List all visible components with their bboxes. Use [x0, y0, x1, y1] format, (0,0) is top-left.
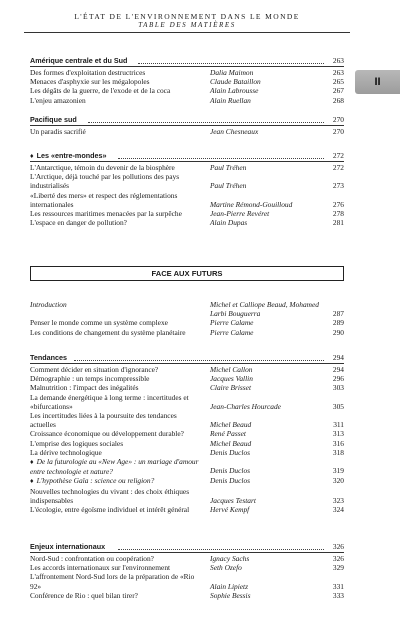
entry-title: L'enjeu amazonien [30, 95, 86, 105]
toc-entry[interactable] [30, 554, 344, 563]
toc-entry[interactable] [30, 218, 344, 227]
entry-author: Jacques Testart [210, 495, 256, 505]
entry-page: 267 [332, 86, 344, 96]
dot-leader [138, 63, 324, 64]
entry-title: L'espace en danger de pollution? [30, 218, 127, 228]
toc-entry[interactable] [30, 439, 344, 448]
entry-page: 323 [332, 495, 344, 505]
entry-author: Hervé Kempf [210, 505, 250, 515]
entry-page: 281 [332, 218, 344, 228]
entry-author: Jean-Pierre Revéret [210, 209, 270, 219]
entry-page: 311 [333, 420, 344, 430]
entry-page: 290 [332, 327, 344, 337]
toc-entry[interactable] [30, 457, 344, 476]
entry-title: Des formes d'exploitation destructrices [30, 68, 146, 77]
entry-title: L'Arctique, déjà touché par les pollutions des pays industrialisés [30, 172, 180, 191]
entry-page: 319 [332, 466, 344, 476]
entry-author: Jean-Charles Hourcade [210, 401, 281, 411]
toc-entry[interactable] [30, 86, 344, 95]
entry-author: Michel Callon [210, 365, 253, 374]
toc-entry[interactable] [30, 172, 344, 190]
entry-author: Claire Brisset [210, 383, 251, 393]
entry-page: 303 [332, 383, 344, 393]
entry-title: La demande énergétique à long terme : incertitudes et «bifurcations» [30, 392, 189, 411]
section-page: 294 [332, 353, 344, 362]
toc-entry[interactable] [30, 411, 344, 429]
entry-title: Croissance économique ou développement durable? [30, 429, 184, 439]
section-amerique [30, 56, 344, 105]
part-heading-box: FACE AUX FUTURS [30, 266, 344, 281]
entry-page: 320 [332, 476, 344, 486]
entry-author: Pierre Calame [210, 318, 254, 328]
section-heading [30, 56, 344, 66]
diamond-icon: ♦ [30, 152, 34, 160]
entry-author: Sophie Bessis [210, 590, 251, 600]
section-page: 272 [332, 151, 344, 160]
entry-author: Michel Beaud [210, 420, 252, 430]
section-title: Tendances [30, 353, 68, 362]
running-subtitle: TABLE DES MATIÈRES [138, 21, 236, 29]
entry-page: 294 [332, 365, 344, 374]
toc-entry[interactable] [30, 563, 344, 572]
toc-entry[interactable] [30, 487, 344, 505]
entry-author: Paul Tréhen [210, 163, 247, 172]
toc-entry[interactable] [30, 328, 344, 337]
toc-entry[interactable] [30, 365, 344, 374]
entry-title: Conférence de Rio : quel bilan tirer? [30, 590, 138, 600]
entry-title: Les ressources maritimes menacées par la surpêche [30, 209, 182, 219]
toc-entry[interactable] [30, 300, 344, 318]
entry-title: Malnutrition : l'impact des inégalités [30, 383, 139, 393]
dot-leader [118, 549, 324, 550]
section-entre-mondes [30, 151, 344, 227]
section-page: 263 [332, 56, 344, 65]
section-rule [30, 161, 344, 162]
entry-author: Alain Lipietz [210, 581, 248, 591]
entry-page: 313 [332, 429, 344, 439]
section-rule [30, 125, 344, 126]
toc-entry[interactable] [30, 163, 344, 172]
entry-page: 265 [332, 77, 344, 87]
entry-author: Alain Labrousse [210, 86, 259, 96]
entry-page: 276 [332, 199, 344, 209]
section-heading [30, 115, 344, 125]
entry-page: 270 [332, 127, 344, 136]
toc-entry[interactable] [30, 572, 344, 590]
toc-entry[interactable] [30, 77, 344, 86]
dot-leader [118, 158, 324, 159]
entry-author: Ignacy Sachs [210, 554, 250, 563]
entry-title: La dérive technologique [30, 447, 102, 457]
entry-title: Les dégâts de la guerre, de l'exode et de la coca [30, 86, 171, 96]
entry-author: Jacques Vallin [210, 374, 253, 384]
entry-page: 329 [332, 563, 344, 573]
entry-page: 268 [332, 95, 344, 105]
entry-page: 333 [332, 590, 344, 600]
entry-author: Martine Rémond-Gouilloud [210, 199, 293, 209]
section-title: Amérique centrale et du Sud [30, 56, 128, 65]
entry-page: 278 [332, 209, 344, 219]
dot-leader [88, 122, 324, 123]
toc-entry[interactable] [30, 476, 344, 486]
entry-title: Introduction [30, 300, 67, 309]
section-title: Les «entre-mondes» [36, 151, 107, 160]
toc-entry[interactable] [30, 191, 344, 209]
entry-author: René Passet [210, 429, 246, 439]
entry-page: 316 [332, 438, 344, 448]
entry-title: L'Antarctique, témoin du devenir de la biosphère [30, 163, 175, 172]
toc-entry[interactable] [30, 393, 344, 411]
toc-entry[interactable] [30, 429, 344, 438]
toc-entry[interactable] [30, 209, 344, 218]
entry-author: Denis Duclos [210, 447, 251, 457]
running-title: L'ÉTAT DE L'ENVIRONNEMENT DANS LE MONDE [74, 12, 300, 21]
entry-author: Michel et Calliope Beaud, Mohamed Larbi Bouguerra [210, 300, 319, 319]
toc-entry[interactable] [30, 96, 344, 105]
entry-page: 272 [332, 163, 344, 172]
toc-entry[interactable] [30, 505, 344, 514]
entry-page: 287 [332, 309, 344, 319]
header-rule [24, 32, 350, 33]
diamond-icon: ♦ [30, 458, 34, 467]
entry-title: Les conditions de changement du système planétaire [30, 327, 186, 337]
section-thumb-tab[interactable]: II [355, 70, 400, 94]
section-pacifique [30, 115, 344, 136]
diamond-icon: ♦ [30, 477, 34, 486]
entry-title: Nouvelles technologies du vivant : des choix éthiques indispensables [30, 486, 190, 505]
entry-title: ♦ De la futurologie au «New Age» : un mariage d'amour entre technologie et nature? [30, 457, 199, 477]
running-head [24, 12, 350, 30]
entry-page: 326 [332, 554, 344, 563]
entry-page: 331 [332, 581, 344, 591]
toc-entry[interactable] [30, 374, 344, 383]
entry-title: Les accords internationaux sur l'environnement [30, 563, 171, 573]
entry-author: Michel Beaud [210, 438, 252, 448]
entry-page: 289 [332, 318, 344, 328]
entry-author: Dalia Maimon [210, 68, 254, 77]
section-page: 270 [332, 115, 344, 124]
entry-page: 263 [332, 68, 344, 77]
entry-author: Alain Dupas [210, 218, 248, 228]
entry-author: Pierre Calame [210, 327, 254, 337]
entry-title: ♦ L'hypothèse Gaïa : science ou religion? [30, 476, 155, 486]
entry-title: Menaces d'asphyxie sur les mégalopoles [30, 77, 150, 87]
section-heading [30, 151, 344, 161]
entry-author: Denis Duclos [210, 476, 251, 486]
toc-entry[interactable] [30, 591, 344, 600]
entry-author: Denis Duclos [210, 466, 251, 476]
entry-author: Jean Chesneaux [210, 127, 259, 136]
entry-title: L'emprise des logiques sociales [30, 438, 124, 448]
entry-title: Nord-Sud : confrontation ou coopération? [30, 554, 154, 563]
section-rule [30, 363, 344, 364]
entry-author: Claude Bataillon [210, 77, 261, 87]
section-tendances [30, 353, 344, 514]
toc-entry[interactable] [30, 318, 344, 327]
entry-author: Seth Ozefo [210, 563, 242, 573]
section-page: 326 [332, 542, 344, 551]
entry-author: Alain Ruellan [210, 95, 251, 105]
entry-title: «Liberté des mers» et respect des réglementations internationales [30, 190, 178, 209]
toc-entry[interactable] [30, 127, 344, 136]
entry-page: 273 [332, 181, 344, 191]
section-rule [30, 66, 344, 67]
entry-author: Paul Tréhen [210, 181, 247, 191]
entry-page: 305 [332, 401, 344, 411]
entry-title: L'écologie, entre égoïsme individuel et intérêt général [30, 505, 190, 515]
toc-entry[interactable] [30, 68, 344, 77]
section-heading [30, 542, 344, 552]
entry-title: Démographie : un temps incompressible [30, 374, 150, 384]
entry-page: 296 [332, 374, 344, 384]
toc-entry[interactable] [30, 383, 344, 392]
entry-page: 324 [332, 505, 344, 515]
entry-title: Les incertitudes liées à la poursuite des tendances actuelles [30, 411, 177, 430]
dot-leader [74, 360, 324, 361]
section-heading [30, 353, 344, 363]
entry-page: 318 [332, 447, 344, 457]
section-rule [30, 552, 344, 553]
section-face-aux-futurs [30, 300, 344, 337]
entry-title: Un paradis sacrifié [30, 127, 86, 136]
section-title: Pacifique sud [30, 115, 77, 124]
toc-entry[interactable] [30, 448, 344, 457]
section-title: Enjeux internationaux [30, 542, 106, 551]
entry-title: L'affrontement Nord-Sud lors de la préparation de «Rio 92» [30, 572, 195, 591]
entry-title: Penser le monde comme un système complexe [30, 318, 168, 328]
section-enjeux [30, 542, 344, 600]
entry-title: Comment décider en situation d'ignorance? [30, 365, 159, 374]
